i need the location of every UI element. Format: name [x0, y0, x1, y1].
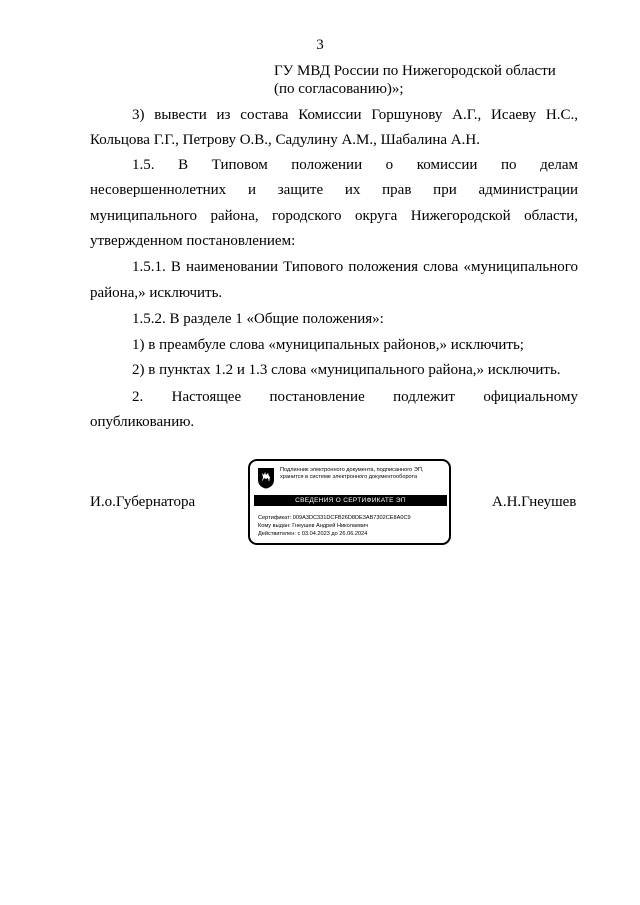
- certificate-info-bar: СВЕДЕНИЯ О СЕРТИФИКАТЕ ЭП: [254, 495, 447, 506]
- item-1-5-line-4: утвержденном постановлением:: [90, 233, 296, 249]
- item-1-5-line-2: несовершеннолетних и защите их прав при администрации: [90, 182, 578, 198]
- item-2-line-1: 2. Настоящее постановление подлежит официальному: [132, 389, 578, 405]
- certificate-validity: Действителен: с 03.04.2023 до 26.06.2024: [258, 531, 368, 537]
- item-3-line-2: Кольцова Г.Г., Петрову О.В., Садулину А.М., Шабалина А.Н.: [90, 132, 480, 148]
- stamp-text-line-1: Подлинник электронного документа, подписанного ЭП,: [280, 467, 424, 473]
- item-1-5-1-line-1: 1.5.1. В наименовании Типового положения слова «муниципального: [132, 259, 578, 275]
- addressee-line-2: (по согласованию)»;: [274, 81, 404, 97]
- item-2-line-2: опубликованию.: [90, 414, 195, 430]
- signatory-name: А.Н.Гнеушев: [492, 494, 577, 510]
- stamp-text-line-2: хранится в системе электронного документооборота: [280, 474, 418, 480]
- addressee-line-1: ГУ МВД России по Нижегородской области: [274, 63, 556, 79]
- item-1-5-2: 1.5.2. В разделе 1 «Общие положения»:: [132, 311, 384, 327]
- item-1-5-1-line-2: района,» исключить.: [90, 285, 223, 301]
- page-number: 3: [316, 37, 324, 53]
- electronic-signature-stamp: [248, 459, 451, 545]
- item-3-line-1: 3) вывести из состава Комиссии Горшунову А.Г., Исаеву Н.С.,: [132, 107, 578, 123]
- certificate-number: Сертификат: 009A3DC331DCFB26D8DE3AB7302CE8A0C9: [258, 515, 411, 521]
- subitem-1: 1) в преамбуле слова «муниципальных районов,» исключить;: [132, 337, 524, 353]
- subitem-2: 2) в пунктах 1.2 и 1.3 слова «муниципального района,» исключить.: [132, 362, 561, 378]
- deer-emblem-icon: [257, 467, 275, 489]
- certificate-owner: Кому выдан: Гнеушев Андрей Николаевич: [258, 523, 369, 529]
- item-1-5-line-3: муниципального района, городского округа Нижегородской области,: [90, 208, 578, 224]
- signatory-position: И.о.Губернатора: [90, 494, 196, 510]
- item-1-5-line-1: 1.5. В Типовом положении о комиссии по делам: [132, 157, 578, 173]
